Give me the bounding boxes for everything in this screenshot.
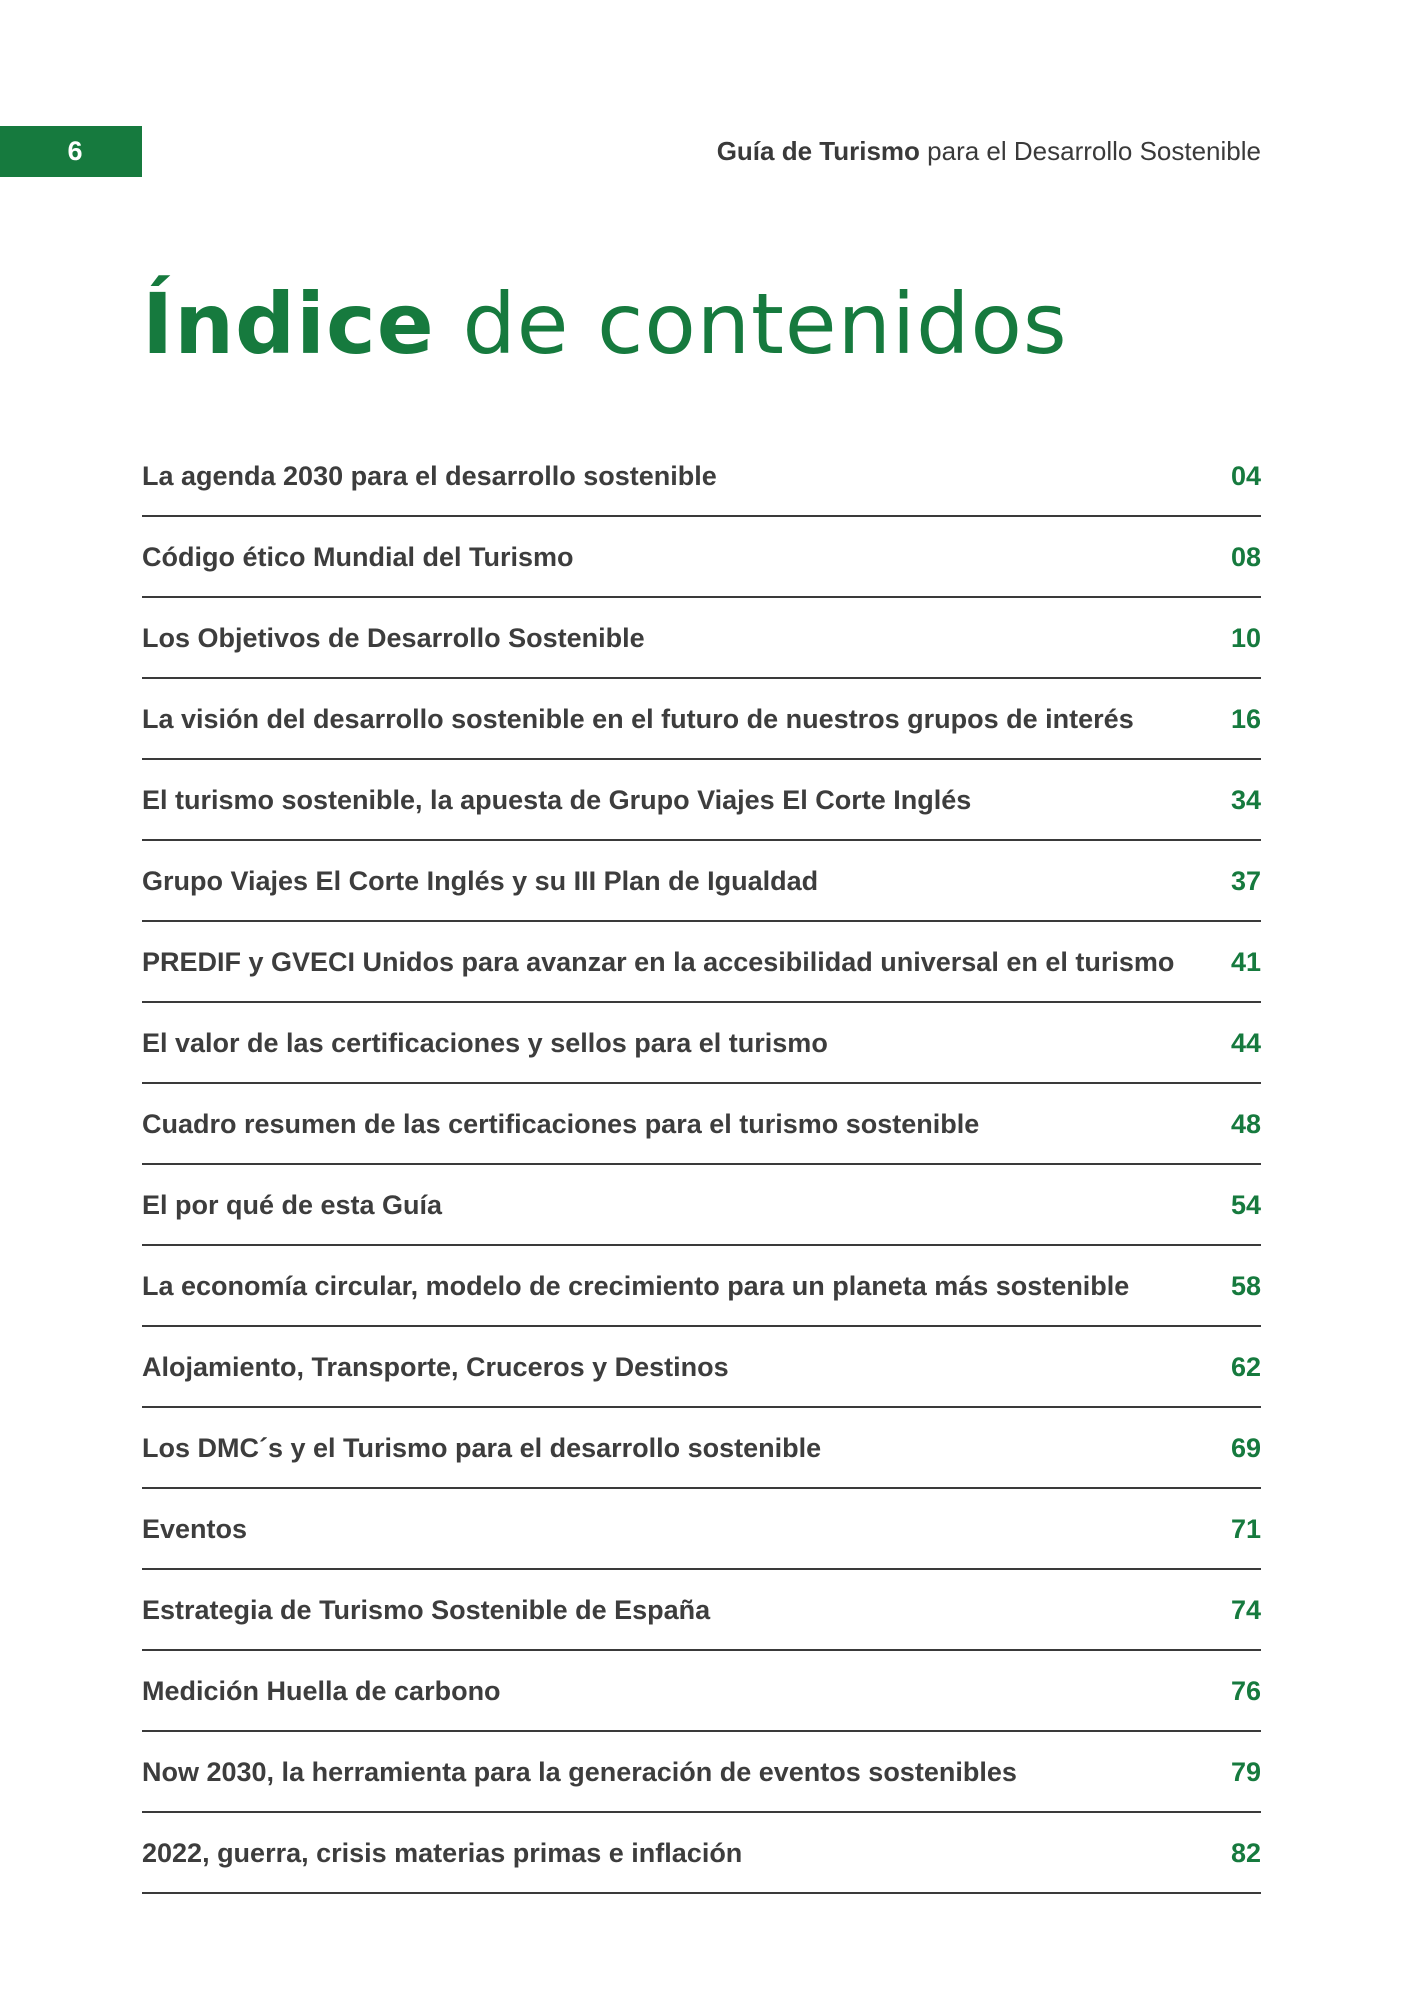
page-title: [142, 275, 1068, 373]
toc-entry[interactable]: [142, 679, 1261, 760]
toc-entry-page: 08: [1230, 542, 1261, 572]
toc-entry[interactable]: [142, 1165, 1261, 1246]
toc-entry-page: 16: [1230, 704, 1261, 734]
toc-entry-page: 10: [1230, 623, 1261, 653]
toc-entry-label: PREDIF y GVECI Unidos para avanzar en la accesibilidad universal en el turismo: [142, 947, 1175, 977]
toc-entry[interactable]: [142, 922, 1261, 1003]
toc-entry-page: 71: [1230, 1514, 1261, 1544]
toc-entry[interactable]: [142, 1246, 1261, 1327]
toc-entry[interactable]: [142, 841, 1261, 922]
toc-entry-label: Alojamiento, Transporte, Cruceros y Destinos: [142, 1352, 729, 1382]
toc-entry-label: Medición Huella de carbono: [142, 1676, 501, 1706]
toc-entry-page: 34: [1230, 785, 1261, 815]
toc-entry-label: 2022, guerra, crisis materias primas e inflación: [142, 1838, 743, 1868]
toc-entry-label: Los Objetivos de Desarrollo Sostenible: [142, 623, 645, 653]
toc-entry-label: La agenda 2030 para el desarrollo sostenible: [142, 461, 717, 491]
toc-entry[interactable]: [142, 517, 1261, 598]
page-number-tab: [0, 126, 142, 177]
toc-entry-page: 79: [1230, 1757, 1261, 1787]
toc-entry-label: Grupo Viajes El Corte Inglés y su III Plan de Igualdad: [142, 866, 819, 896]
toc-entry[interactable]: [142, 1408, 1261, 1489]
toc-entry-label: El valor de las certificaciones y sellos para el turismo: [142, 1028, 828, 1058]
toc-entry[interactable]: [142, 1489, 1261, 1570]
toc-entry-page: 44: [1230, 1028, 1261, 1058]
toc-entry-page: 58: [1230, 1271, 1261, 1301]
toc-entry[interactable]: [142, 760, 1261, 841]
toc-entry-page: 41: [1230, 947, 1261, 977]
toc-entry-page: 69: [1230, 1433, 1261, 1463]
toc-entry-label: Now 2030, la herramienta para la generación de eventos sostenibles: [142, 1757, 1017, 1787]
toc-entry-label: Código ético Mundial del Turismo: [142, 542, 574, 572]
running-header-bold: Guía de Turismo: [716, 136, 920, 166]
toc-entry-label: Eventos: [142, 1514, 248, 1544]
toc-entry-page: 82: [1230, 1838, 1261, 1868]
table-of-contents: [142, 436, 1261, 1894]
toc-entry[interactable]: [142, 1003, 1261, 1084]
toc-entry[interactable]: [142, 1570, 1261, 1651]
page-title-bold: Índice: [142, 275, 435, 373]
toc-entry-label: El turismo sostenible, la apuesta de Grupo Viajes El Corte Inglés: [142, 785, 972, 815]
toc-entry[interactable]: [142, 598, 1261, 679]
toc-entry-label: El por qué de esta Guía: [142, 1190, 443, 1220]
toc-entry-page: 62: [1230, 1352, 1261, 1382]
page-title-rest: de contenidos: [434, 275, 1068, 373]
toc-entry-label: Cuadro resumen de las certificaciones para el turismo sostenible: [142, 1109, 980, 1139]
toc-entry-label: Los DMC´s y el Turismo para el desarrollo sostenible: [142, 1433, 822, 1463]
toc-entry[interactable]: [142, 1651, 1261, 1732]
running-header-rest: para el Desarrollo Sostenible: [919, 136, 1261, 166]
toc-entry-label: La economía circular, modelo de crecimiento para un planeta más sostenible: [142, 1271, 1130, 1301]
toc-entry[interactable]: [142, 436, 1261, 517]
toc-entry-label: La visión del desarrollo sostenible en el futuro de nuestros grupos de interés: [142, 704, 1134, 734]
toc-entry-page: 37: [1230, 866, 1261, 896]
running-header: [717, 136, 1261, 167]
toc-entry[interactable]: [142, 1327, 1261, 1408]
toc-entry-page: 74: [1230, 1595, 1261, 1625]
toc-entry-label: Estrategia de Turismo Sostenible de España: [142, 1595, 711, 1625]
page-number: 6: [67, 136, 83, 166]
toc-entry-page: 04: [1230, 461, 1261, 491]
toc-entry-page: 54: [1230, 1190, 1261, 1220]
toc-entry[interactable]: [142, 1732, 1261, 1813]
toc-entry-page: 48: [1230, 1109, 1261, 1139]
toc-entry[interactable]: [142, 1813, 1261, 1894]
toc-entry[interactable]: [142, 1084, 1261, 1165]
toc-entry-page: 76: [1230, 1676, 1261, 1706]
